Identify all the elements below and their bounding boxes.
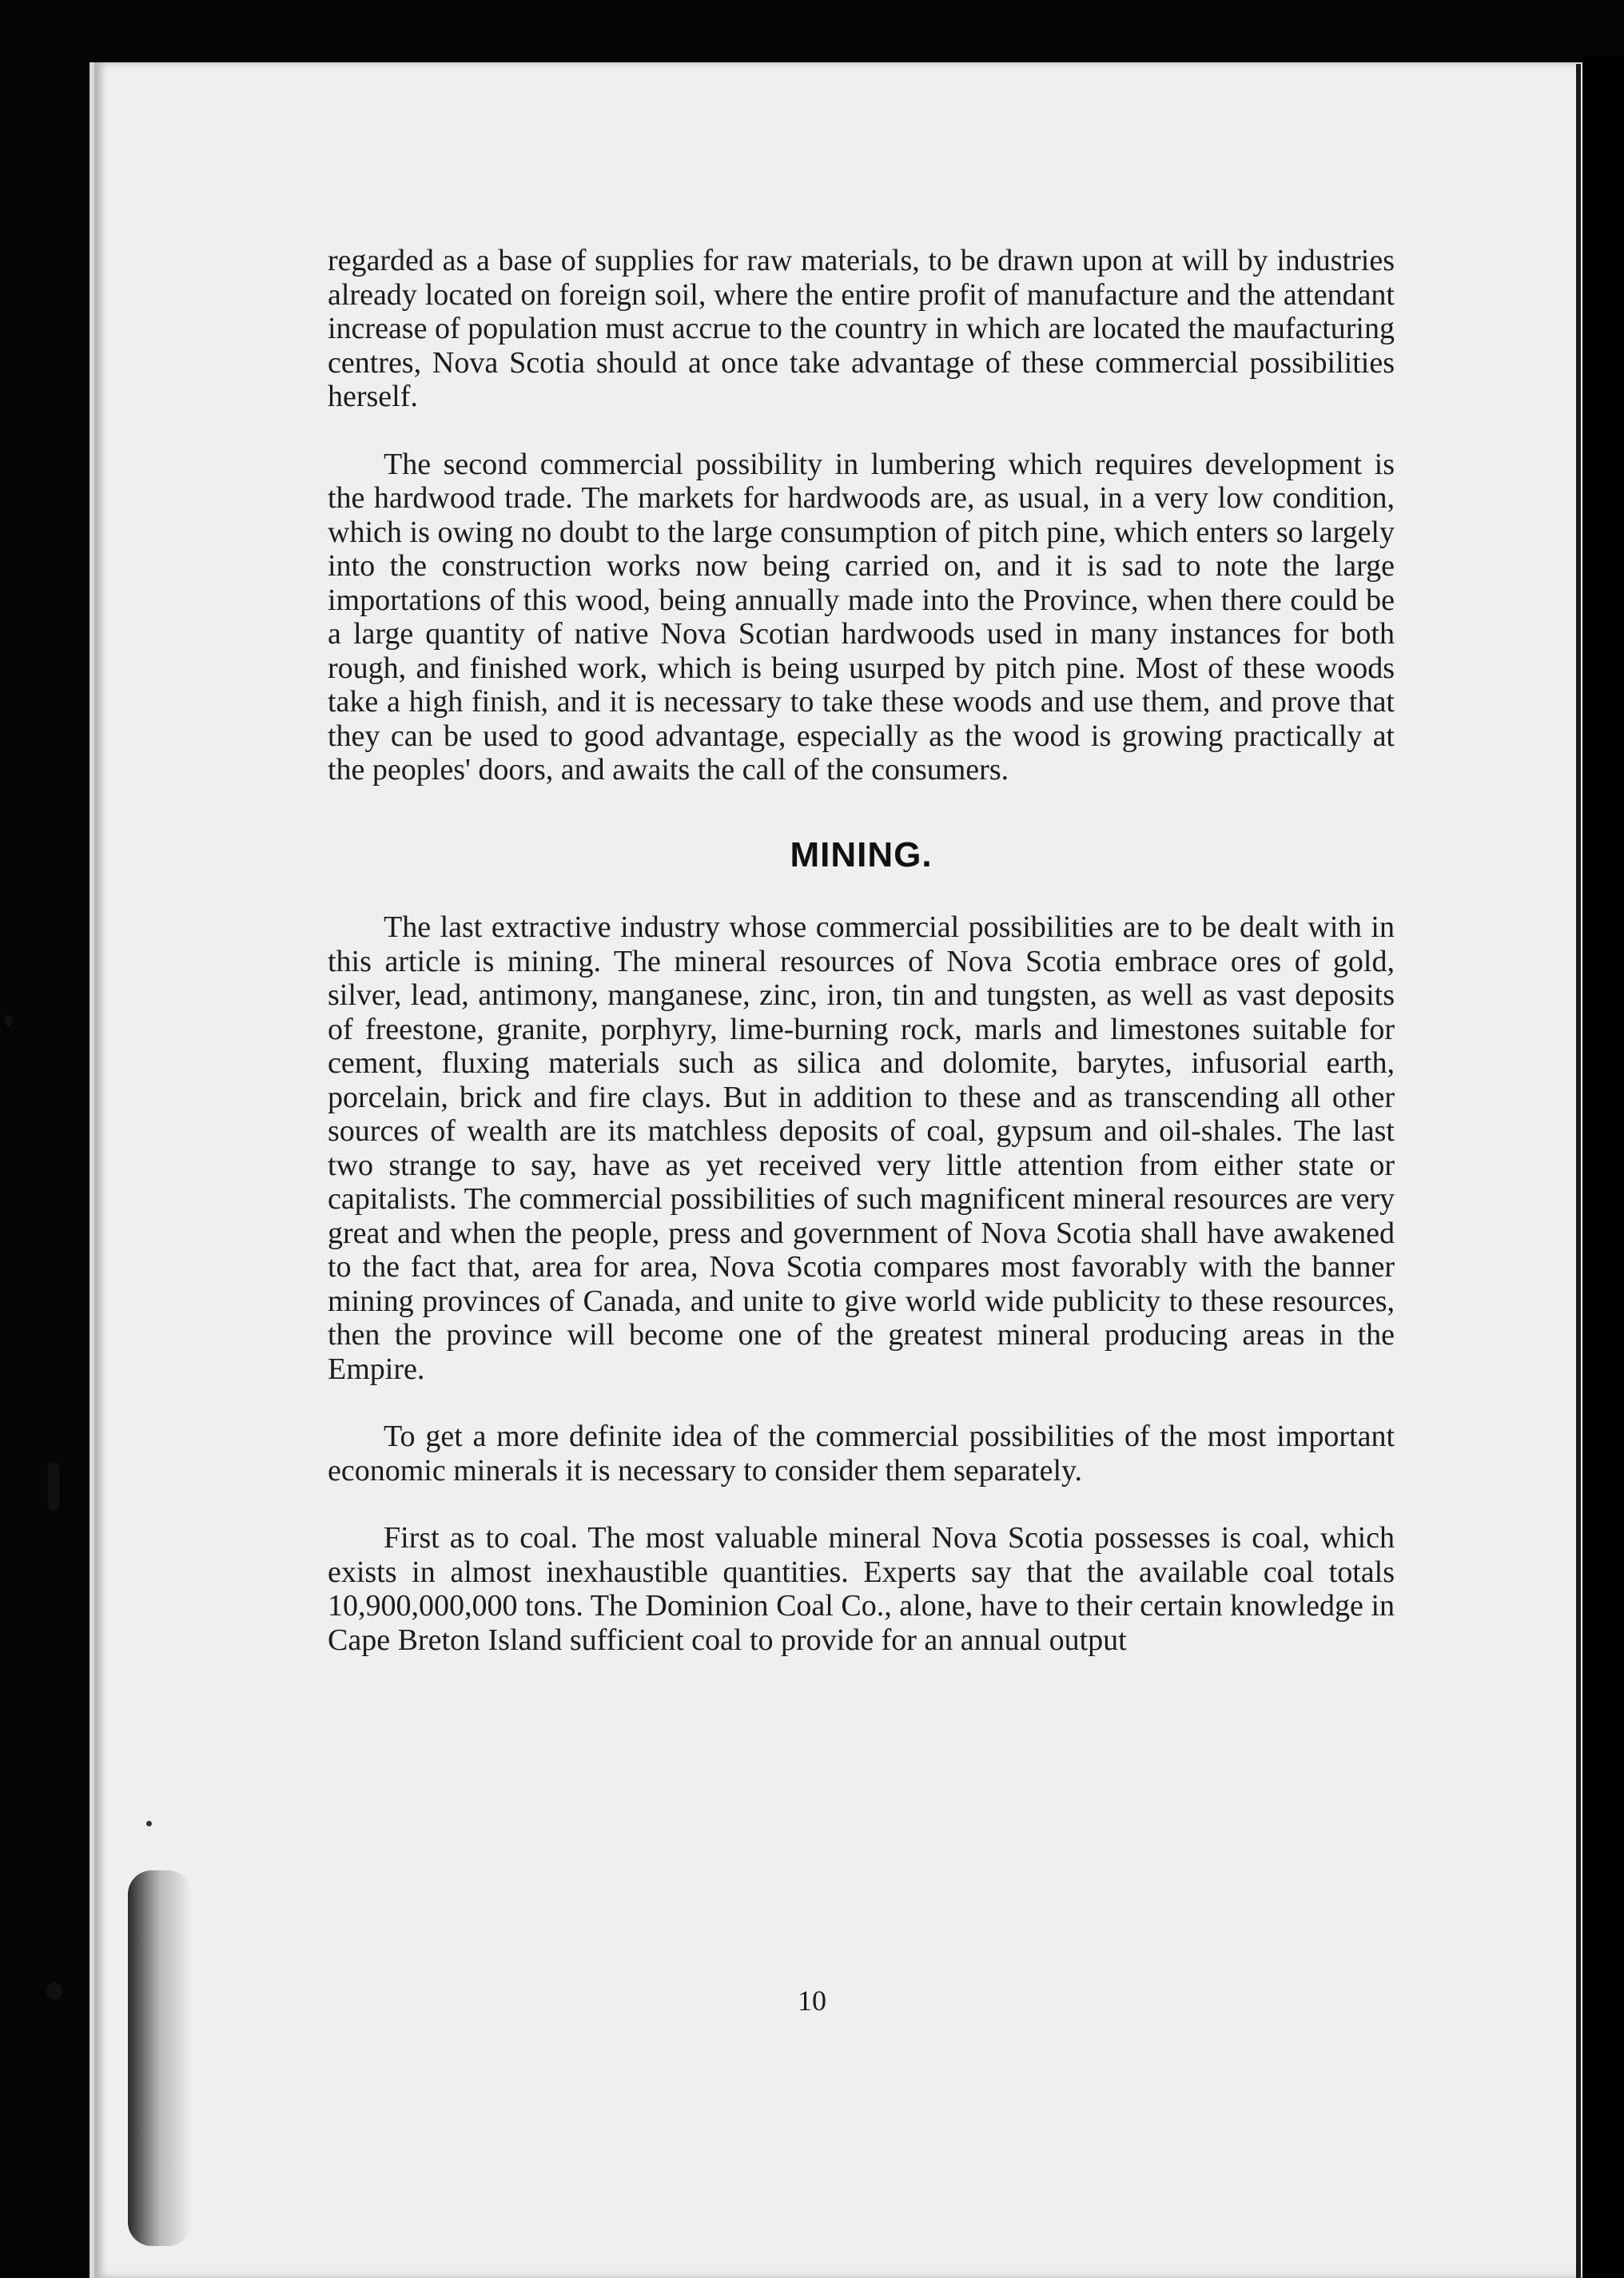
ink-bleed-mark (128, 1870, 192, 2246)
paragraph: To get a more definite idea of the commercial possibilities of the most important economic minerals it is necessary to consider them separately. (328, 1420, 1395, 1487)
page-edge-line (1576, 64, 1581, 2278)
section-heading: MINING. (790, 834, 933, 874)
scan-speck (48, 1463, 59, 1511)
paragraph: The last extractive industry whose commercial possibilities are to be dealt with in this article is mining. The mineral resources of Nova Scotia embrace ores of gold, silver, lead, antimony, manganese, zinc, iron, tin and tungsten, as well as vast deposits of freestone, granite, porphyry, lime-burning rock, marls and limestones suitable for cement, fluxing materials such as silica and dolomite, barytes, infusorial earth, porcelain, brick and fire clays. But in addition to these and as transcending all other sources of wealth are its matchless deposits of coal, gypsum and oil-shales. The last two strange to say, have as yet received very little attention from either state or capitalists. The commercial possibilities of such magnificent mineral resources are very great and when the people, press and government of Nova Scotia shall have awakened to the fact that, area for area, Nova Scotia compares most favorably with the banner mining provinces of Canada, and unite to give world wide publicity to these resources, then the province will become one of the greatest mineral producing areas in the Empire. (328, 910, 1395, 1386)
page-number: 10 (798, 1985, 826, 2017)
scan-right-border (1582, 56, 1624, 2278)
article-body (328, 244, 1395, 1657)
paragraph: First as to coal. The most valuable mineral Nova Scotia possesses is coal, which exists in almost inexhaustible quantities. Experts say that the available coal totals 10,900,000,000 tons. The Dominion Coal Co., alone, have to their certain knowledge in Cape Breton Island sufficient coal to provide for an annual output (328, 1521, 1395, 1657)
scan-speck (146, 1821, 152, 1826)
paragraph: The second commercial possibility in lumbering which requires development is the hardwood trade. The markets for hardwoods are, as usual, in a very low condition, which is owing no doubt to the large consumption of pitch pine, which enters so largely into the construction works now being carried on, and it is sad to note the large importations of this wood, being annually made into the Province, when there could be a large quantity of native Nova Scotian hardwoods used in many instances for both rough, and finished work, which is being usurped by pitch pine. Most of these woods take a high finish, and it is necessary to take these woods and use them, and prove that they can be used to good advantage, especially as the wood is growing practically at the peoples' doors, and awaits the call of the consumers. (328, 447, 1395, 787)
scan-speck (5, 1015, 13, 1026)
paragraph: regarded as a base of supplies for raw materials, to be drawn upon at will by industries already located on foreign soil, where the entire profit of manufacture and the attendant increase of population must accrue to the country in which are located the maufacturing centres, Nova Scotia should at once take advantage of these commercial possibilities herself. (328, 244, 1395, 413)
